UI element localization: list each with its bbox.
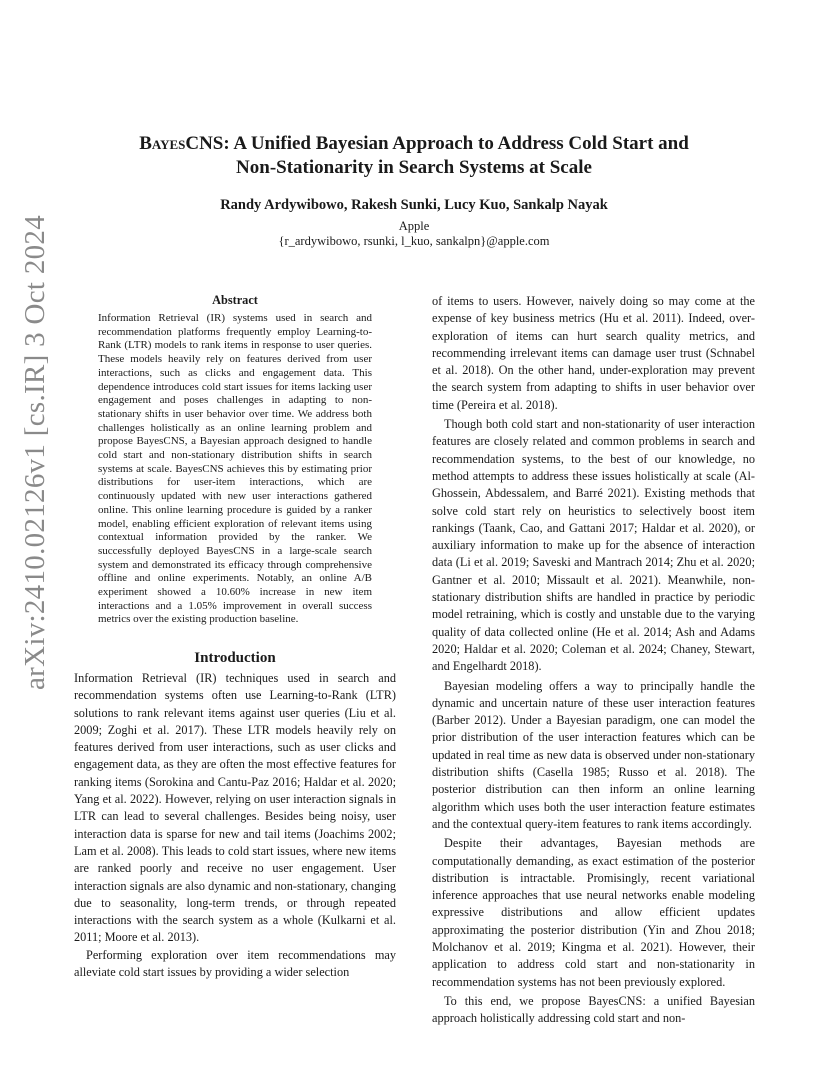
paper-title bbox=[100, 132, 728, 180]
author-emails: {r_ardywibowo, rsunki, l_kuo, sankalpn}@apple.com bbox=[278, 234, 550, 248]
paragraph: To this end, we propose BayesCNS: a unified Bayesian approach holistically addressing cold start and non- bbox=[432, 993, 755, 1026]
paragraph: Though both cold start and non-stationarity of user interaction features are closely related and common problems in search and recommendation systems, to the best of our knowledge, no method attempts to address these issues holistically at scale (Al-Ghossein, Abdessalem, and Barré 2021). Existing methods that solve cold start rely on heuristics to selectively boost item rankings (Taank, Cao, and Gattani 2017; Haldar et al. 2020), or auxiliary information to make up for the absence of interaction data (Li et al. 2019; Saveski and Mantrach 2014; Zhu et al. 2020; Gantner et al. 2010; Missault et al. 2021). Meanwhile, non-stationary distribution shifts are handled in practice by periodic model retraining, which is costly and unstable due to the varying quality of data collected online (He et al. 2014; Ash and Adams 2020; Haldar et al. 2020; Coleman et al. 2024; Chaney, Stewart, and Engelhardt 2018). bbox=[432, 417, 755, 674]
paragraph: Despite their advantages, Bayesian methods are computationally demanding, as exact estimation of the posterior distribution is intractable. Promisingly, recent variational inference approaches that use neural networks enable modeling expressive distributions and allow efficient updates approximating the posterior distribution (Yin and Zhou 2018; Molchanov et al. 2019; Kingma et al. 2021). However, their application to address cold start and non-stationarity in recommendation systems has not been previously explored. bbox=[432, 836, 755, 989]
affiliation-block bbox=[100, 219, 728, 249]
arxiv-identifier: arXiv:2410.02126v1 [cs.IR] 3 Oct 2024 bbox=[19, 214, 51, 690]
title-line-1: : A Unified Bayesian Approach to Address Cold Start and bbox=[223, 133, 689, 154]
paragraph: of items to users. However, naively doing so may come at the expense of key business metrics (Hu et al. 2011). Indeed, over-exploration of items can hurt search quality metrics, and recommending irrelevant items can damage user trust (Schnabel et al. 2018). On the other hand, under-exploration may prevent the search system from adapting to shifts in user behavior over time (Pereira et al. 2018). bbox=[432, 294, 755, 412]
title-line-2: Non-Stationarity in Search Systems at Scale bbox=[236, 157, 592, 178]
left-column-body bbox=[74, 670, 396, 981]
paragraph: Bayesian modeling offers a way to principally handle the dynamic and uncertain nature of these user interaction features (Barber 2012). Under a Bayesian paradigm, one can model the prior distribution of the user interaction features which can be updated in real time as new data is observed under non-stationary distribution shifts (Casella 1985; Russo et al. 2018). The posterior distribution can then inform an online learning algorithm which uses both the user interaction feature estimates and the contextual query-item features to rank items accordingly. bbox=[432, 678, 755, 831]
introduction-heading: Introduction bbox=[194, 650, 276, 666]
affiliation: Apple bbox=[398, 219, 430, 233]
author-list: Randy Ardywibowo, Rakesh Sunki, Lucy Kuo, Sankalp Nayak bbox=[220, 197, 608, 213]
right-column-body bbox=[432, 293, 755, 1027]
abstract-text: Information Retrieval (IR) systems used in search and recommendation platforms frequently employ Learning-to-Rank (LTR) models to rank items in response to user queries. These models heavily rely on features derived from user interactions, such as clicks and engagement data. This dependence introduces cold start issues for items lacking user engagement and poses challenges in adapting to non-stationary shifts in user behavior over time. We address both challenges holistically as an online learning problem and propose BayesCNS, a Bayesian approach designed to handle cold start and non-stationary distribution shifts in search systems at scale. BayesCNS achieves this by estimating prior distributions for user-item interactions, which are continuously updated with new user interactions gathered online. This online learning procedure is guided by a ranker model, enabling efficient exploration of relevant items using contextual information provided by the ranker. We successfully deployed BayesCNS in a large-scale search system and demonstrated its efficacy through comprehensive offline and online experiments. Notably, an online A/B experiment showed a 10.60% increase in new item interactions and a 1.05% improvement in overall success metrics over the existing production baseline. bbox=[98, 312, 372, 626]
title-name: BayesCNS bbox=[139, 133, 224, 154]
paragraph: Performing exploration over item recommendations may alleviate cold start issues by providing a wider selection bbox=[74, 947, 396, 980]
paragraph: Information Retrieval (IR) techniques used in search and recommendation systems often use Learning-to-Rank (LTR) solutions to rank relevant items against user queries (Liu et al. 2009; Zoghi et al. 2017). These LTR models heavily rely on features derived from user interactions, such as user clicks and engagement data, as they are often the most effective features for ranking items (Sorokina and Cantu-Paz 2016; Haldar et al. 2020; Yang et al. 2022). However, relying on user interaction signals in LTR can lead to several challenges. Besides being noisy, user interaction data is sparse for new and tail items (Joachims 2002; Lam et al. 2008). This leads to cold start issues, where new items are ranked poorly and receive no user engagement. User interaction signals are also dynamic and non-stationary, changing due to seasonality, long-term trends, or through repeated interactions with the search system as a whole (Kulkarni et al. 2011; Moore et al. 2013). bbox=[74, 671, 396, 945]
abstract-heading: Abstract bbox=[212, 293, 258, 307]
